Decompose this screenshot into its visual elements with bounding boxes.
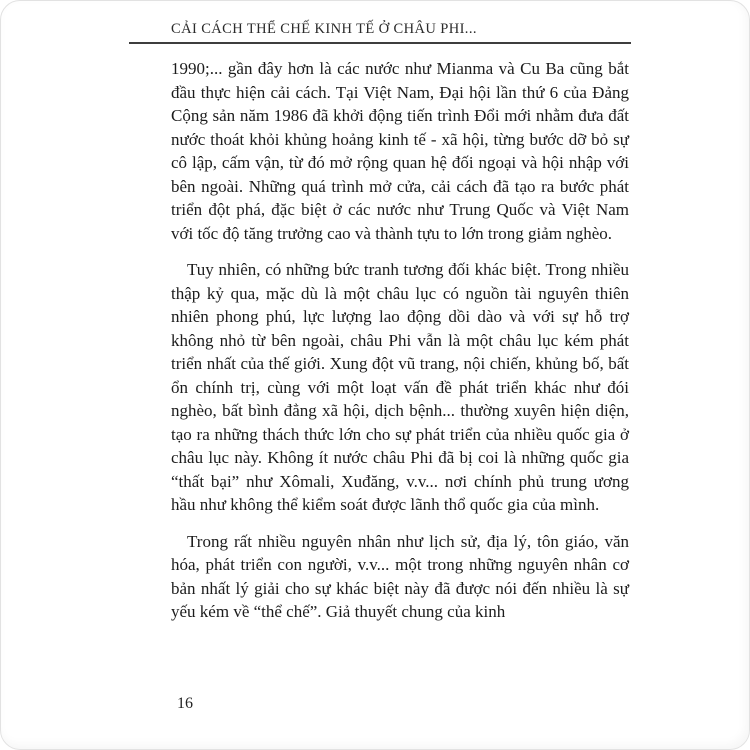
paragraph-3: Trong rất nhiều nguyên nhân như lịch sử, địa lý, tôn giáo, văn hóa, phát triển con người, v.v... một trong những nguyên nhân cơ bản nhất lý giải cho sự khác biệt này đã được nói đến nhiều là sự yếu kém về “thể chế”. Giả thuyết chung của kinh	[171, 531, 629, 621]
running-header: CẢI CÁCH THỂ CHẾ KINH TẾ Ở CHÂU PHI...	[171, 21, 477, 37]
page-body	[171, 57, 629, 637]
paragraph-2: Tuy nhiên, có những bức tranh tương đối khác biệt. Trong nhiều thập kỷ qua, mặc dù là một châu lục có nguồn tài nguyên thiên nhiên phong phú, lực lượng lao động dồi dào và với sự hỗ trợ không nhỏ từ bên ngoài, châu Phi vẫn là một châu lục kém phát triển nhất của thế giới. Xung đột vũ trang, nội chiến, khủng bố, bất ổn chính trị, cùng với một loạt vấn đề phát triển khác như đói nghèo, bất bình đẳng xã hội, dịch bệnh... thường xuyên hiện diện, tạo ra những thách thức lớn cho sự phát triển của nhiều quốc gia ở châu lục này. Không ít nước châu Phi đã bị coi là những quốc gia “thất bại” như Xômali, Xuđăng, v.v... nơi chính phủ trung ương hầu như không thể kiểm soát được lãnh thổ quốc gia của mình.	[171, 260, 629, 514]
page-number: 16	[177, 695, 193, 712]
paragraph-1: 1990;... gần đây hơn là các nước như Mianma và Cu Ba cũng bắt đầu thực hiện cải cách. Tại Việt Nam, Đại hội lần thứ 6 của Đảng Cộng sản năm 1986 đã khởi động tiến trình Đổi mới nhằm đưa đất nước thoát khỏi khủng hoảng kinh tế - xã hội, từng bước dỡ bỏ sự cô lập, cấm vận, từ đó mở rộng quan hệ đối ngoại và hội nhập với bên ngoài. Những quá trình mở cửa, cải cách đã tạo ra bước phát triển đột phá, đặc biệt ở các nước như Trung Quốc và Việt Nam với tốc độ tăng trưởng cao và thành tựu to lớn trong giảm nghèo.	[171, 59, 629, 243]
header-divider	[129, 42, 631, 44]
